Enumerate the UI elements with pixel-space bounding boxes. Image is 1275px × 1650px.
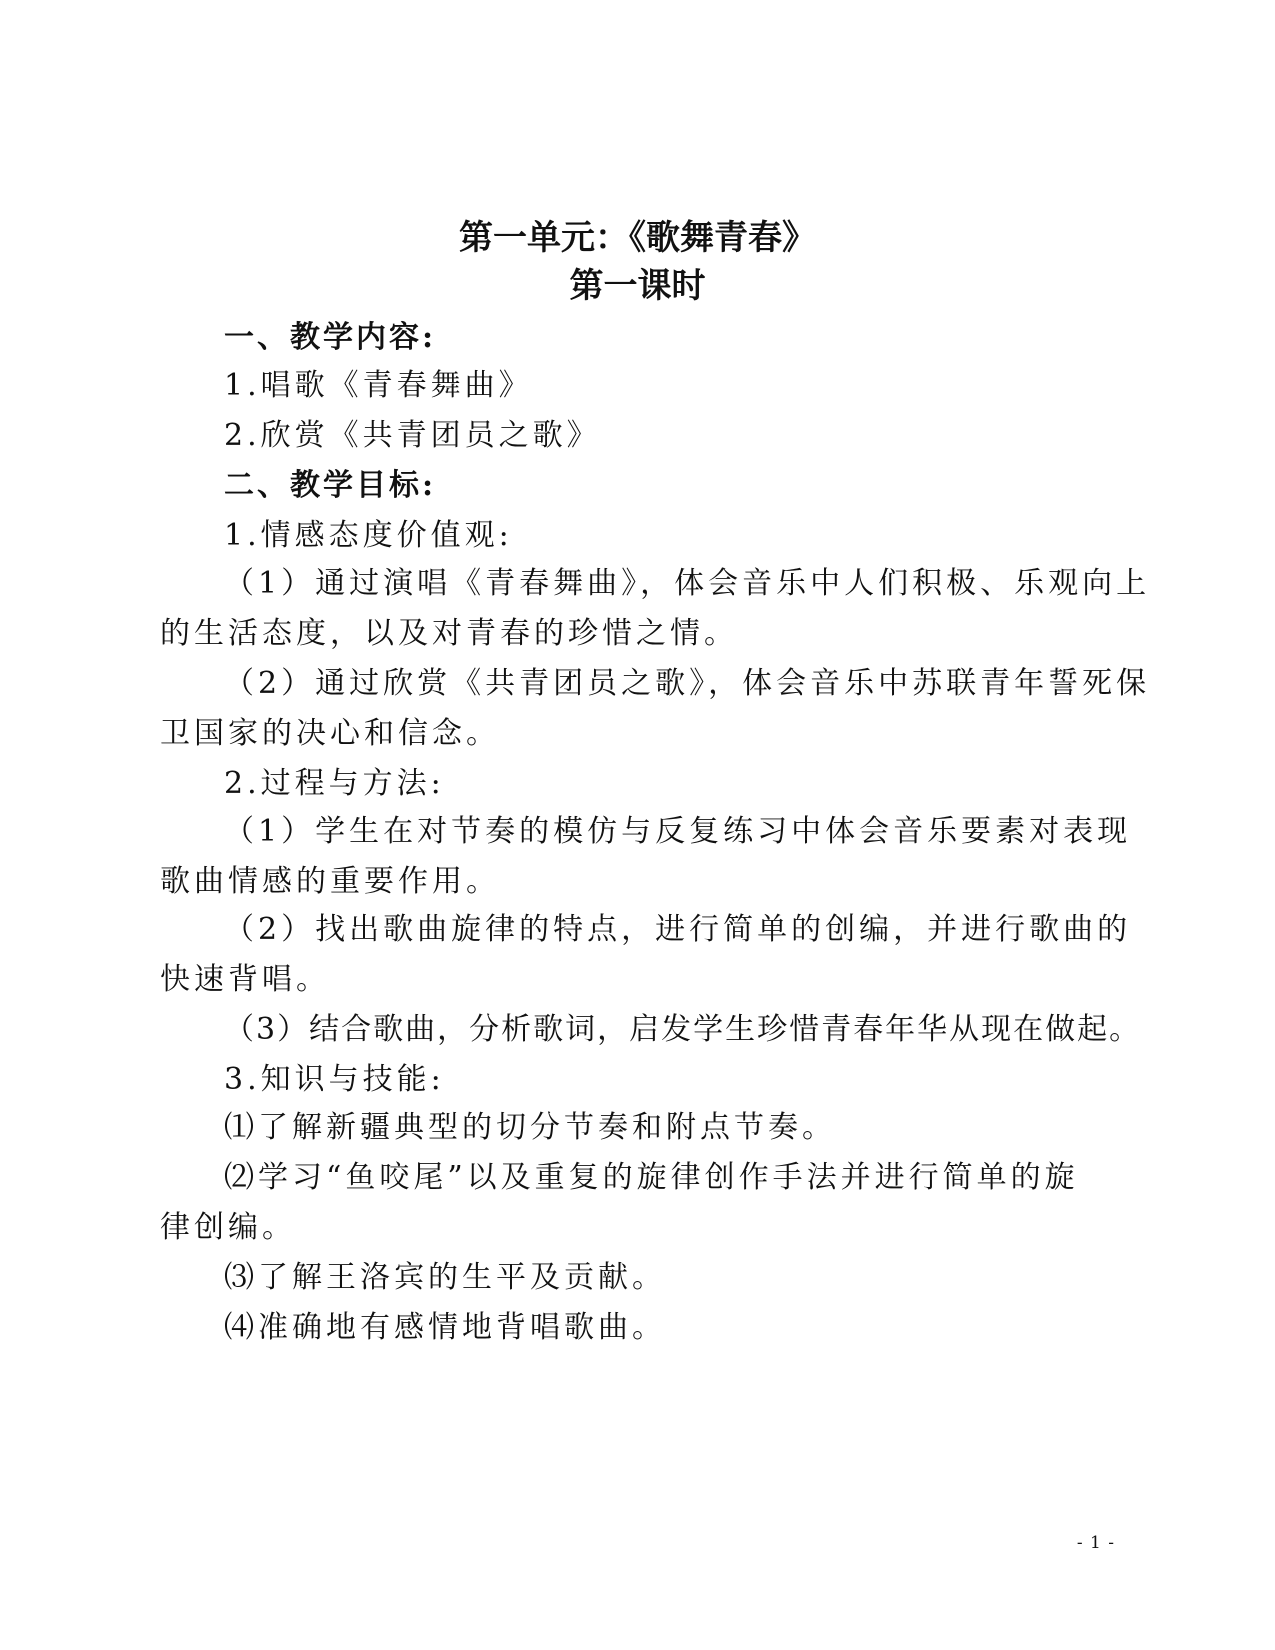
content-item-2: 2.欣赏《共青团员之歌》 [224,418,601,453]
goal3-item2-line2: 律创编。 [160,1210,296,1245]
goal1-item2-line1: （2）通过欣赏《共青团员之歌》，体会音乐中苏联青年誓死保 [224,666,1151,701]
goal2-item1-line2: 歌曲情感的重要作用。 [160,864,500,899]
goal2-item1-line1: （1）学生在对节奏的模仿与反复练习中体会音乐要素对表现 [224,814,1132,849]
lesson-title: 第一课时 [569,266,706,306]
goal3-item4: ⑷准确地有感情地背唱歌曲。 [224,1310,666,1345]
goal1-heading: 1.情感态度价值观: [224,518,513,553]
section-heading-teaching-content: 一、教学内容: [224,320,437,355]
goal1-item2-line2: 卫国家的决心和信念。 [160,716,500,751]
goal2-item3: （3）结合歌曲，分析歌词，启发学生珍惜青春年华从现在做起。 [224,1012,1142,1047]
goal2-heading: 2.过程与方法: [224,766,445,801]
goal3-item2-line1: ⑵学习“鱼咬尾”以及重复的旋律创作手法并进行简单的旋 [224,1160,1079,1195]
goal2-item2-line1: （2）找出歌曲旋律的特点，进行简单的创编，并进行歌曲的 [224,912,1132,947]
section-heading-teaching-goals: 二、教学目标: [224,468,437,503]
unit-title: 第一单元：《歌舞青春》 [459,218,816,258]
page-number: - 1 - [1076,1533,1115,1553]
goal1-item1-line2: 的生活态度，以及对青春的珍惜之情。 [160,616,738,651]
content-item-1: 1.唱歌《青春舞曲》 [224,368,533,403]
goal3-heading: 3.知识与技能: [224,1062,445,1097]
goal3-item1: ⑴了解新疆典型的切分节奏和附点节奏。 [224,1110,836,1145]
goal1-item1-line1: （1）通过演唱《青春舞曲》，体会音乐中人们积极、乐观向上 [224,566,1151,601]
goal2-item2-line2: 快速背唱。 [160,962,330,997]
goal3-item3: ⑶了解王洛宾的生平及贡献。 [224,1260,666,1295]
